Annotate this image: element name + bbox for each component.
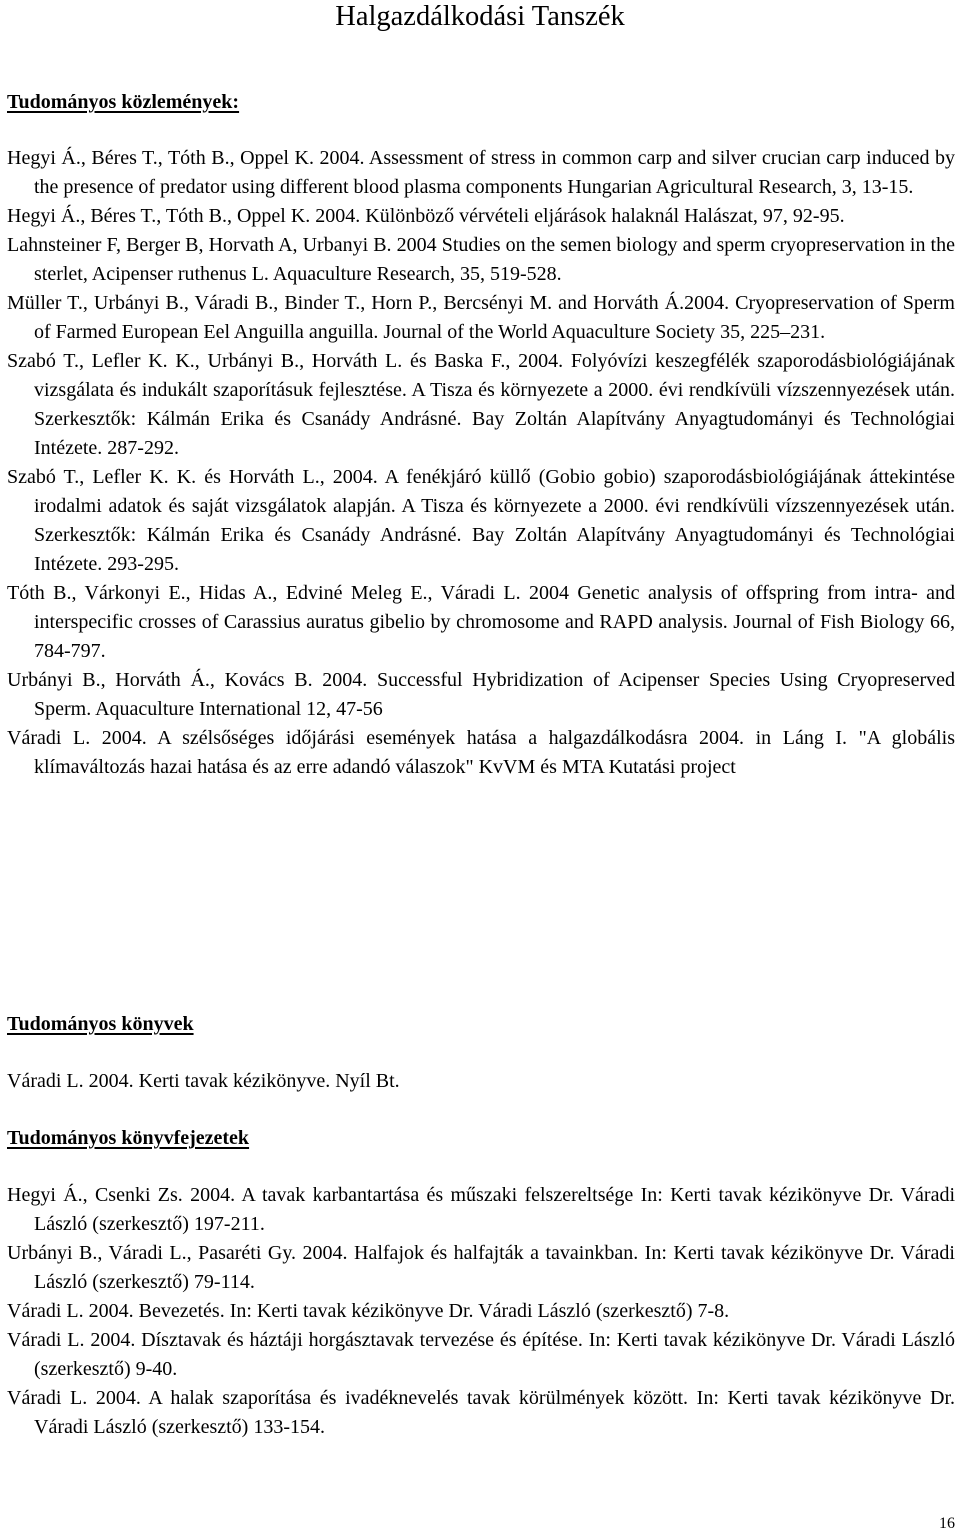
book-chapters-list (7, 1181, 955, 1442)
book-chapter-entry: Hegyi Á., Csenki Zs. 2004. A tavak karbantartása és műszaki felszereltsége In: Kerti tavak kézikönyve Dr. Váradi László (szerkesztő) 197-211. (7, 1184, 955, 1235)
publication-entry: Szabó T., Lefler K. K., Urbányi B., Horváth L. és Baska F., 2004. Folyóvízi keszegfélék szaporodásbiológiájának vizsgálata és indukált szaporításuk fejlesztése. A Tisza és környezete a 2000. évi rendkívüli vízszennyezések után. Szerkesztők: Kálmán Erika és Csanády Andrásné. Bay Zoltán Alapítvány Anyagtudományi és Technológiai Intézete. 287-292. (7, 350, 955, 459)
publication-entry: Urbányi B., Horváth Á., Kovács B. 2004. Successful Hybridization of Acipenser Species Using Cryopreserved Sperm. Aquaculture International 12, 47-56 (7, 669, 955, 720)
book-entry: Váradi L. 2004. Kerti tavak kézikönyve. Nyíl Bt. (7, 1070, 400, 1092)
book-chapter-entry: Váradi L. 2004. Bevezetés. In: Kerti tavak kézikönyve Dr. Váradi László (szerkesztő) 7-8. (7, 1300, 730, 1322)
publication-entry: Hegyi Á., Béres T., Tóth B., Oppel K. 2004. Különböző vérvételi eljárások halaknál Halászat, 97, 92-95. (7, 205, 845, 227)
publications-list (7, 144, 955, 782)
book-chapter-entry: Urbányi B., Váradi L., Pasaréti Gy. 2004. Halfajok és halfajták a tavainkban. In: Kerti tavak kézikönyve Dr. Váradi László (szerkesztő) 79-114. (7, 1242, 955, 1293)
page-number: 16 (939, 1515, 955, 1532)
publication-entry: Hegyi Á., Béres T., Tóth B., Oppel K. 2004. Assessment of stress in common carp and silver crucian carp induced by the presence of predator using different blood plasma components Hungarian Agricultural Research, 3, 13-15. (7, 147, 955, 198)
page-title: Halgazdálkodási Tanszék (335, 1, 625, 32)
book-chapter-entry: Váradi L. 2004. A halak szaporítása és ivadéknevelés tavak körülmények között. In: Kerti tavak kézikönyve Dr. Váradi László (szerkesztő) 133-154. (7, 1387, 955, 1438)
section-heading-publications: Tudományos közlemények: (7, 91, 240, 113)
publication-entry: Müller T., Urbányi B., Váradi B., Binder T., Horn P., Bercsényi M. and Horváth Á.2004. Cryopreservation of Sperm of Farmed European Eel Anguilla anguilla. Journal of the World Aquaculture Society 35, 225–231. (7, 292, 955, 343)
publication-entry: Váradi L. 2004. A szélsőséges időjárási események hatása a halgazdálkodásra 2004. in Láng I. "A globális klímaváltozás hazai hatása és az erre adandó válaszok" KvVM és MTA Kutatási project (7, 727, 955, 778)
section-heading-book-chapters: Tudományos könyvfejezetek (7, 1127, 250, 1149)
books-list (7, 1067, 955, 1096)
publication-entry: Lahnsteiner F, Berger B, Horvath A, Urbanyi B. 2004 Studies on the semen biology and sperm cryopreservation in the sterlet, Acipenser ruthenus L. Aquaculture Research, 35, 519-528. (7, 234, 955, 285)
book-chapter-entry: Váradi L. 2004. Dísztavak és háztáji horgásztavak tervezése és építése. In: Kerti tavak kézikönyve Dr. Váradi László (szerkesztő) 9-40. (7, 1329, 955, 1380)
section-heading-books: Tudományos könyvek (7, 1013, 194, 1035)
publication-entry: Tóth B., Várkonyi E., Hidas A., Edviné Meleg E., Váradi L. 2004 Genetic analysis of offspring from intra- and interspecific crosses of Carassius auratus gibelio by chromosome and RAPD analysis. Journal of Fish Biology 66, 784-797. (7, 582, 955, 662)
publication-entry: Szabó T., Lefler K. K. és Horváth L., 2004. A fenékjáró küllő (Gobio gobio) szaporodásbiológiájának áttekintése irodalmi adatok és saját vizsgálatok alapján. A Tisza és környezete a 2000. évi rendkívüli vízszennyezések után. Szerkesztők: Kálmán Erika és Csanády Andrásné. Bay Zoltán Alapítvány Anyagtudományi és Technológiai Intézete. 293-295. (7, 466, 955, 575)
